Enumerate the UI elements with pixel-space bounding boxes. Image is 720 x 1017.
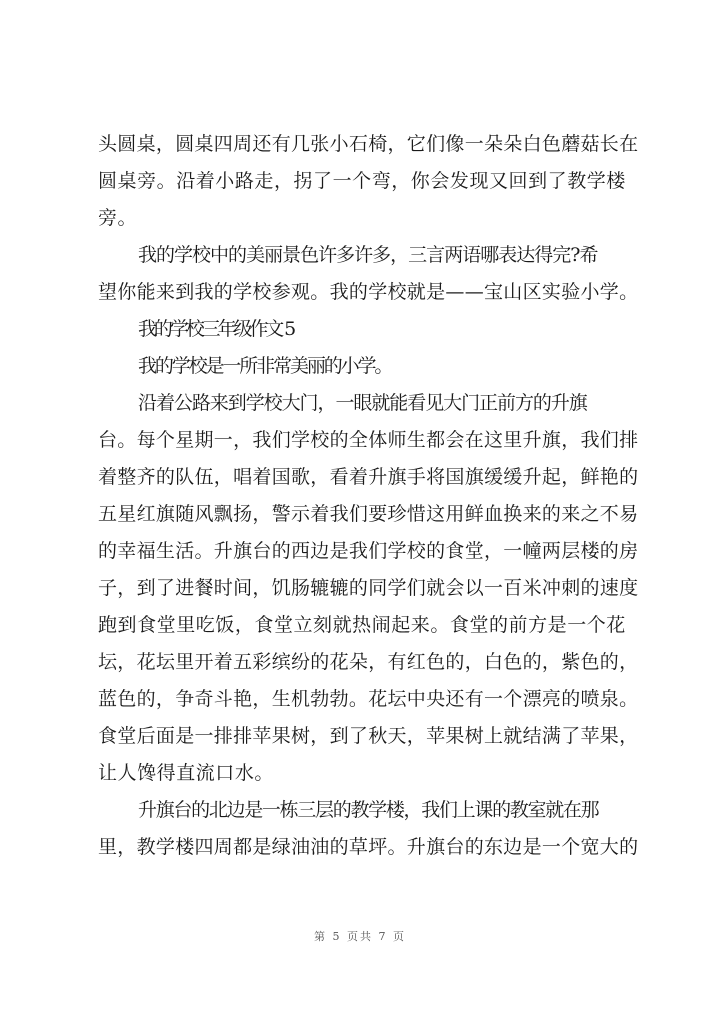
- text-line: 食堂后面是一排排苹果树，到了秋天，苹果树上就结满了苹果，: [98, 725, 639, 747]
- text-line: 台。每个星期一，我们学校的全体师生都会在这里升旗，我们排: [98, 429, 639, 451]
- page-number-footer: 第 5 页共 7 页: [314, 930, 406, 943]
- text-line: 望你能来到我的学校参观。我的学校就是——宝山区实验小学。: [98, 281, 639, 303]
- text-line: 里，教学楼四周都是绿油油的草坪。升旗台的东边是一个宽大的: [98, 836, 639, 858]
- text-line: 坛，花坛里开着五彩缤纷的花朵，有红色的，白色的，紫色的，: [98, 651, 639, 673]
- text-line: 我的学校中的美丽景色许多许多，三言两语哪表达得完?希: [138, 244, 598, 266]
- text-line: 头圆桌，圆桌四周还有几张小石椅，它们像一朵朵白色蘑菇长在: [98, 133, 639, 155]
- text-line: 沿着公路来到学校大门，一眼就能看见大门正前方的升旗: [138, 392, 587, 414]
- text-line: 旁。: [98, 207, 138, 229]
- text-line: 蓝色的，争奇斗艳，生机勃勃。花坛中央还有一个漂亮的喷泉。: [98, 688, 639, 710]
- text-line: 跑到食堂里吃饭，食堂立刻就热闹起来。食堂的前方是一个花: [98, 614, 626, 636]
- text-line: 子，到了进餐时间，饥肠辘辘的同学们就会以一百米冲刺的速度: [98, 577, 639, 599]
- text-line: 五星红旗随风飘扬，警示着我们要珍惜这用鲜血换来的来之不易: [98, 503, 639, 525]
- text-line: 的幸福生活。升旗台的西边是我们学校的食堂，一幢两层楼的房: [98, 540, 639, 562]
- text-line: 升旗台的北边是一栋三层的教学楼，我们上课的教室就在那: [138, 799, 599, 821]
- text-line: 着整齐的队伍，唱着国歌，看着升旗手将国旗缓缓升起，鲜艳的: [98, 466, 639, 488]
- text-line: 圆桌旁。沿着小路走，拐了一个弯，你会发现又回到了教学楼: [98, 170, 626, 192]
- text-line: 我的学校三年级作文 5: [138, 318, 294, 340]
- document-body: [98, 126, 638, 866]
- text-line: 我的学校是一所非常美丽的小学。: [138, 355, 392, 377]
- text-line: 让人馋得直流口水。: [98, 762, 274, 784]
